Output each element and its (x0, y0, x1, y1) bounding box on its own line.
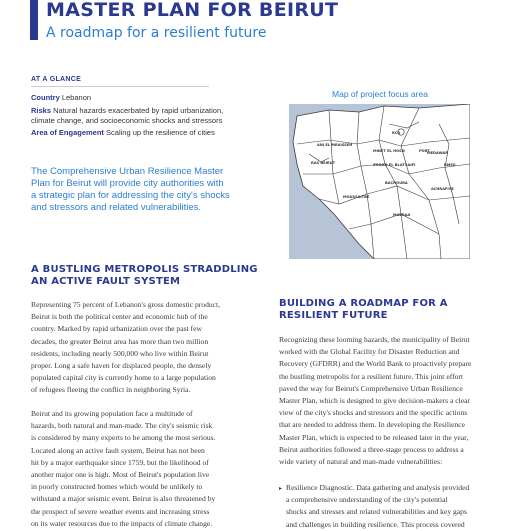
map-label: BACHOURA (385, 181, 408, 185)
glance-country (31, 93, 241, 103)
map-label: ACHRAFIYE (431, 187, 454, 191)
text-line: decades, the greater Beirut area has more than two million (31, 336, 209, 346)
text-line: Recovery (GFDRR) and the World Bank to proactively prepare (279, 359, 472, 369)
text-line: proper. Long a safe haven for displaced people, the densely (31, 361, 212, 371)
text-line: wide variety of natural and man-made vulnerabilities: (279, 457, 443, 467)
text-line: paved the way for Beirut's Comprehensive Urban Resilience (279, 383, 463, 393)
map-label: AIN EL MRAISSEH (317, 143, 353, 147)
text-line: a comprehensive understanding of the city's potential (286, 495, 448, 505)
text-line: and challenges in building resilience. This process covered (286, 519, 465, 529)
map-land (293, 104, 470, 259)
text-line: that are needed to address them. In developing the Resilience (279, 420, 465, 430)
map-caption: Map of project focus area (332, 89, 428, 99)
text-line: Beirut authorities followed a three-stage process to address a (279, 444, 464, 454)
map-label: RCD (392, 131, 401, 135)
text-line: another major one is high. Most of Beirut's population live (31, 470, 210, 480)
text-line: the prospect of severe weather events and increasing stress (31, 506, 210, 516)
map-label: MINET EL HOSN (373, 149, 405, 153)
glance-country-key: Country (31, 93, 60, 102)
page-title: MASTER PLAN FOR BEIRUT (46, 0, 339, 21)
glance-area (31, 128, 241, 138)
glance-area-value: Scaling up the resilience of cities (106, 128, 215, 137)
heading-line: RESILIENT FUTURE (279, 309, 388, 321)
heading-line: BUILDING A ROADMAP FOR A (279, 298, 448, 309)
text-line: residents, including nearly 500,000 who live within Beirut (31, 348, 209, 358)
map-label: MOUSSAITBE (343, 195, 370, 199)
map-label: MEDAWAR (427, 151, 448, 155)
text-line: hit by a major earthquake since 1759, but the likelihood of (31, 457, 209, 467)
text-line: Beirut and its growing population face a multitude of (31, 409, 193, 418)
text-line: hazards, both natural and man-made. The city's seismic risk (31, 421, 213, 431)
glance-divider (31, 86, 209, 87)
glance-risks-value-2: climate change, and socioeconomic shocks and stressors (31, 115, 223, 125)
section1-paragraph-2 (31, 408, 263, 530)
glance-risks-key: Risks (31, 106, 52, 115)
text-line: shocks and stresses and related vulnerabilities and key gaps (286, 507, 467, 517)
glance-area-key: Area of Engagement (31, 128, 104, 137)
text-line: Master Plan, which is designed to give decision-makers a clear (279, 396, 471, 406)
map-label: ZOQAQ EL BLAT (373, 163, 405, 167)
bullet-marker-icon: ▸ (279, 486, 283, 492)
map-label: RMEIL (444, 163, 457, 167)
glance-country-value: Lebanon (61, 93, 92, 102)
text-line: worked with the Global Facility for Disaster Reduction and (279, 347, 460, 357)
text-line: Beirut is both the political center and economic hub of the (31, 312, 208, 322)
text-line: of refugees fleeing the conflict in neighboring Syria. (31, 385, 191, 395)
intro-line: and stressors and related vulnerabilities. (31, 202, 202, 213)
intro-line: a strategic plan for addressing the city's shocks (31, 190, 230, 201)
heading-line: AN ACTIVE FAULT SYSTEM (31, 275, 181, 287)
text-line: withstand a major seismic event. Beirut is also threatened by (31, 494, 216, 504)
text-line: Recognizing these looming hazards, the municipality of Beirut (279, 335, 470, 344)
intro-line: The Comprehensive Urban Resilience Master (31, 166, 224, 177)
intro-summary (31, 166, 251, 214)
bullet-resilience-diagnostic (279, 482, 493, 531)
intro-line: Plan for Beirut will provide city authorities with (31, 178, 224, 189)
text-line: Resilience Diagnostic. Data gathering and analysis provided (286, 483, 470, 492)
project-area-map (289, 104, 470, 259)
bullet-text (286, 482, 493, 531)
section1-paragraph-1 (31, 299, 263, 397)
map-label: MAZRAA (393, 213, 411, 217)
text-line: country. Marked by rapid urbanization over the past few (31, 324, 202, 334)
section2-paragraph-1 (279, 334, 509, 468)
section-heading-metropolis (31, 264, 258, 287)
title-accent-bar (30, 0, 38, 40)
map-label: RAS BEIRUT (311, 161, 336, 165)
glance-risks-value: Natural hazards exacerbated by rapid urbanization, (53, 106, 224, 115)
text-line: Representing 75 percent of Lebanon's gross domestic product, (31, 300, 221, 309)
text-line: populated capital city is currently home to a large population (31, 373, 216, 383)
map-label: SAIFI (405, 163, 416, 167)
heading-line: A BUSTLING METROPOLIS STRADDLING (31, 264, 258, 275)
text-line: the bustling metropolis for a resilient future. This joint effort (279, 371, 464, 381)
glance-risks (31, 106, 241, 125)
text-line: in poorly constructed homes which would be unlikely to (31, 482, 203, 492)
section-heading-roadmap (279, 298, 448, 321)
at-a-glance-heading: AT A GLANCE (31, 76, 82, 83)
text-line: Located along an active fault system, Beirut has not been (31, 445, 205, 455)
page-subtitle: A roadmap for a resilient future (46, 25, 267, 41)
text-line: Master Plan, which is expected to be released later in the year, (279, 432, 469, 442)
text-line: is considered by many experts to be among the most serious. (31, 433, 216, 443)
text-line: view of the city's shocks and stressors and the specific actions (279, 408, 468, 418)
map-label: PORT (419, 149, 430, 153)
text-line: on its water resources due to the impacts of climate change. (31, 518, 213, 528)
map-graphic (289, 104, 470, 259)
